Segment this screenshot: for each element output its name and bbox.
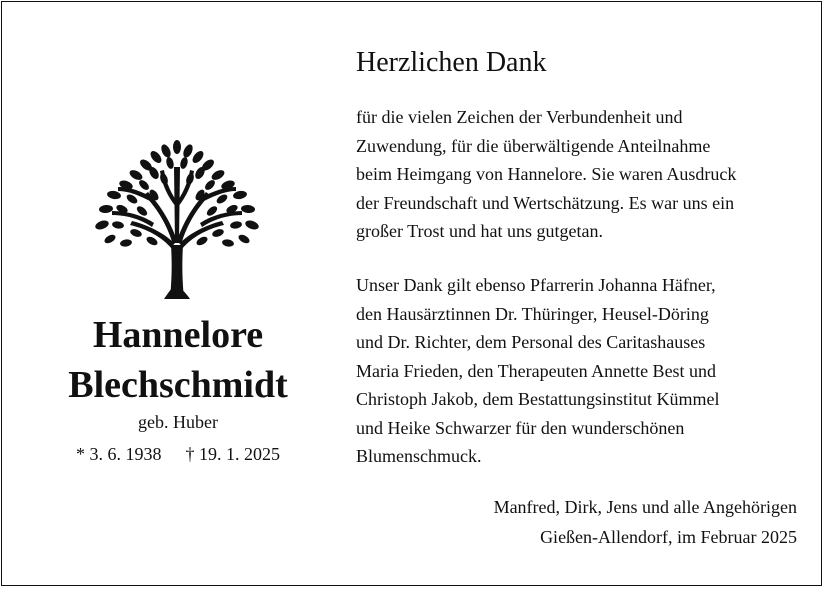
deceased-last-name: Blechschmidt (68, 364, 288, 406)
paragraph-line: der Freundschaft und Wertschätzung. Es war uns ein (356, 192, 735, 213)
paragraph-line: großer Trost und hat uns gutgetan. (356, 221, 603, 241)
life-dates (0, 443, 356, 465)
thanks-paragraph-1 (356, 103, 801, 246)
paragraph-line: Blumenschmuck. (356, 446, 482, 466)
paragraph-line: Christoph Jakob, dem Bestattungsinstitut Kümmel (356, 389, 720, 409)
paragraph-line: Unser Dank gilt ebenso Pfarrerin Johanna Häfner, (356, 275, 716, 295)
death-date: † 19. 1. 2025 (185, 444, 280, 464)
deceased-panel (0, 0, 356, 589)
paragraph-line: Zuwendung, für die überwältigende Anteilnahme (356, 135, 711, 156)
paragraph-line: und Heike Schwarzer für den wunderschönen (356, 417, 685, 438)
birth-date: * 3. 6. 1938 (76, 444, 162, 464)
paragraph-line: Maria Frieden, den Therapeuten Annette Best und (356, 360, 717, 381)
paragraph-line: beim Heimgang von Hannelore. Sie waren Ausdruck (356, 164, 737, 184)
paragraph-line: den Hausärztinnen Dr. Thüringer, Heusel-Döring (356, 303, 709, 324)
paragraph-line: und Dr. Richter, dem Personal des Caritashauses (356, 332, 706, 352)
thanks-heading: Herzlichen Dank (356, 47, 547, 78)
maiden-name: geb. Huber (138, 412, 218, 432)
thanks-paragraph-2 (356, 271, 801, 471)
paragraph-line: für die vielen Zeichen der Verbundenheit und (356, 107, 683, 127)
signature-names: Manfred, Dirk, Jens und alle Angehörigen (493, 497, 797, 517)
deceased-first-name: Hannelore (92, 314, 264, 356)
tree-icon (92, 137, 262, 299)
signature-place-date: Gießen-Allendorf, im Februar 2025 (540, 527, 797, 547)
